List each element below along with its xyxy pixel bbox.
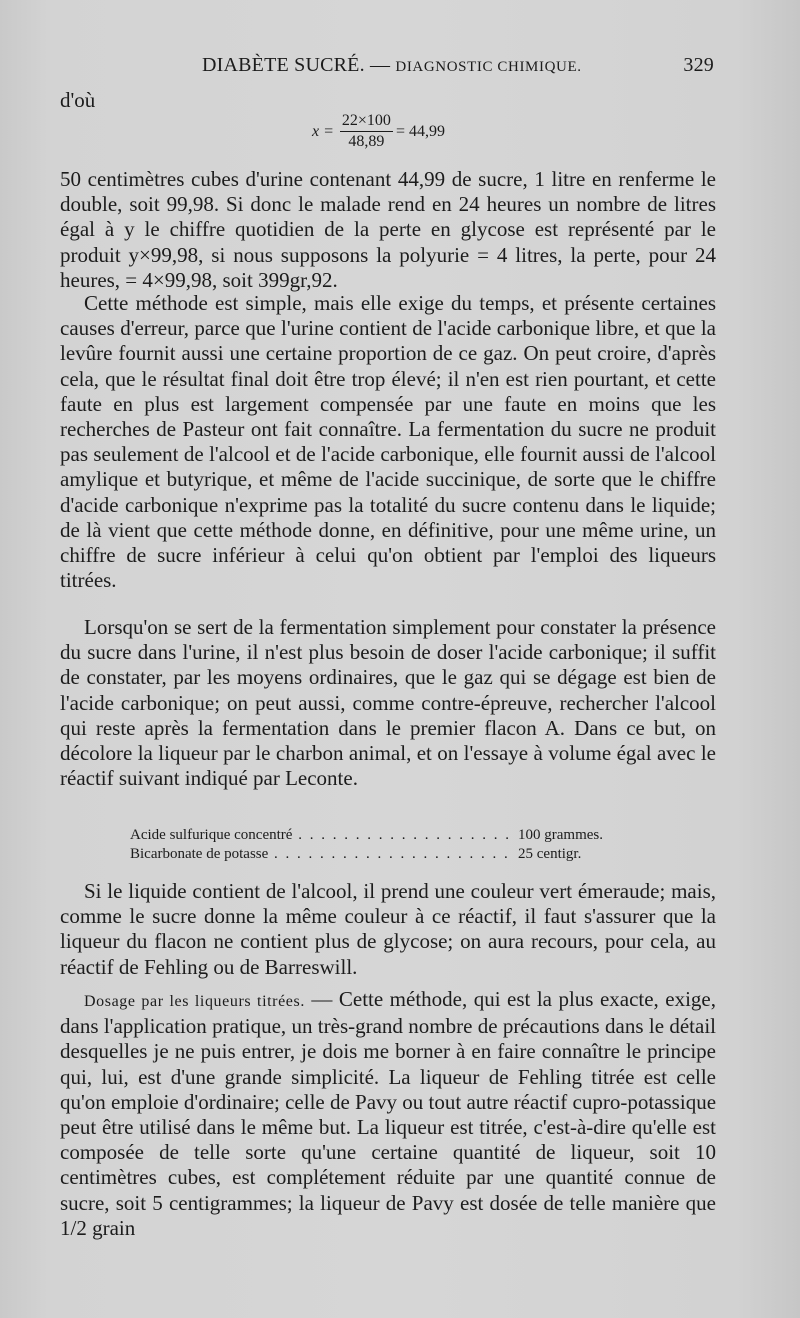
paragraph-3 <box>60 615 716 791</box>
formula-variable: x = <box>312 122 334 140</box>
recipe-ingredient: Acide sulfurique concentré . . . <box>130 826 510 845</box>
intro-text: d'où <box>60 88 96 112</box>
header-title <box>202 54 582 77</box>
paragraph-1-text: 50 centimètres cubes d'urine contenant 44,99 de sucre, 1 litre en renferme le double, soit 99,98. Si donc le malade rend en 24 heures un nombre de litres égal à y le chiffre quotidien de la perte en glycose est représenté par le produit y×99,98, si nous supposons la polyurie = 4 litres, la perte, pour 24 heures, = 4×99,98, soit 399gr,92. <box>60 167 716 292</box>
paragraph-5-block <box>60 987 716 1241</box>
recipe-row <box>130 845 650 864</box>
formula-numerator: 22×100 <box>340 112 393 132</box>
recipe-row <box>130 826 650 845</box>
formula <box>312 112 445 151</box>
paragraph-5 <box>60 987 716 1241</box>
header-title-main: DIABÈTE SUCRÉ. — <box>202 54 396 76</box>
paragraph-5-text: — Cette méthode, qui est la plus exacte, exige, dans l'application pratique, un très-grand nombre de précautions dans le détail desquelles je ne puis entrer, je dois me borner à en faire connaître le principe qui, lui, est d'une grande simplicité. La liqueur de Fehling titrée est celle qu'on emploie d'ordinaire; celle de Pavy ou tout autre réactif cupro-potassique peut être utilisé dans le même but. La liqueur est titrée, c'est-à-dire qu'elle est composée de telle sorte qu'une certaine quantité de liqueur, soit 10 centimètres cubes, est complétement réduite par une quantité connue de sucre, soit 5 centigrammes; la liqueur de Pavy est dosée de telle manière que 1/2 grain <box>60 987 717 1240</box>
section-heading: Dosage par les liqueurs titrées. <box>84 993 305 1010</box>
paragraph-2-text: Cette méthode est simple, mais elle exige du temps, et présente certaines causes d'erreur, parce que l'urine contient de l'acide carbonique libre, et que la levûre fournit aussi une certaine proportion de ce gaz. On peut croire, d'après cela, que le résultat final doit être trop élevé; il n'en est rien pourtant, et cette faute en plus est largement compensée par une faute en moins que les recherches de Pasteur ont fait connaître. La fermentation du sucre ne produit pas seulement de l'alcool et de l'acide carbonique, elle fournit aussi de l'alcool amylique et butyrique, et même de l'acide succinique, de sorte que le chiffre d'acide carbonique n'exprime pas la totalité du sucre contenu dans le liquide; de là vient que cette méthode donne, en définitive, pour une même urine, un chiffre de sucre inférieur à celui qu'on obtient par l'emploi des liqueurs titrées. <box>60 291 716 593</box>
header-title-sub: DIAGNOSTIC CHIMIQUE. <box>395 59 582 75</box>
paragraph-3-text: Lorsqu'on se sert de la fermentation simplement pour constater la présence du sucre dans l'urine, il n'est plus besoin de doser l'acide carbonique; il suffit de constater, par les moyens ordinaires, que le gaz qui se dégage est bien de l'acide carbonique; on peut aussi, comme contre-épreuve, rechercher l'alcool qui reste après la fermentation dans le premier flacon A. Dans ce but, on décolore la liqueur par le charbon animal, et on l'essaye à volume égal avec le réactif suivant indiqué par Leconte. <box>60 615 716 791</box>
page-number: 329 <box>683 54 714 76</box>
paragraph-4 <box>60 879 716 980</box>
recipe-quantity: 100 grammes. <box>518 827 603 843</box>
formula-fraction <box>340 112 393 151</box>
recipe-quantity: 25 centigr. <box>518 846 582 862</box>
paragraph-2 <box>60 291 716 593</box>
formula-denominator: 48,89 <box>348 133 385 150</box>
recipe-ingredient: Bicarbonate de potasse . . . <box>130 845 510 864</box>
running-header <box>60 54 714 84</box>
formula-result: = 44,99 <box>395 122 445 140</box>
paragraph-1 <box>60 167 716 293</box>
reagent-recipe <box>130 826 650 864</box>
paragraph-4-text: Si le liquide contient de l'alcool, il prend une couleur vert émeraude; mais, comme le sucre donne la même couleur à ce réactif, il faut s'assurer que la liqueur du flacon ne contient plus de glycose; on aura recours, pour cela, au réactif de Fehling ou de Barreswill. <box>60 879 716 979</box>
